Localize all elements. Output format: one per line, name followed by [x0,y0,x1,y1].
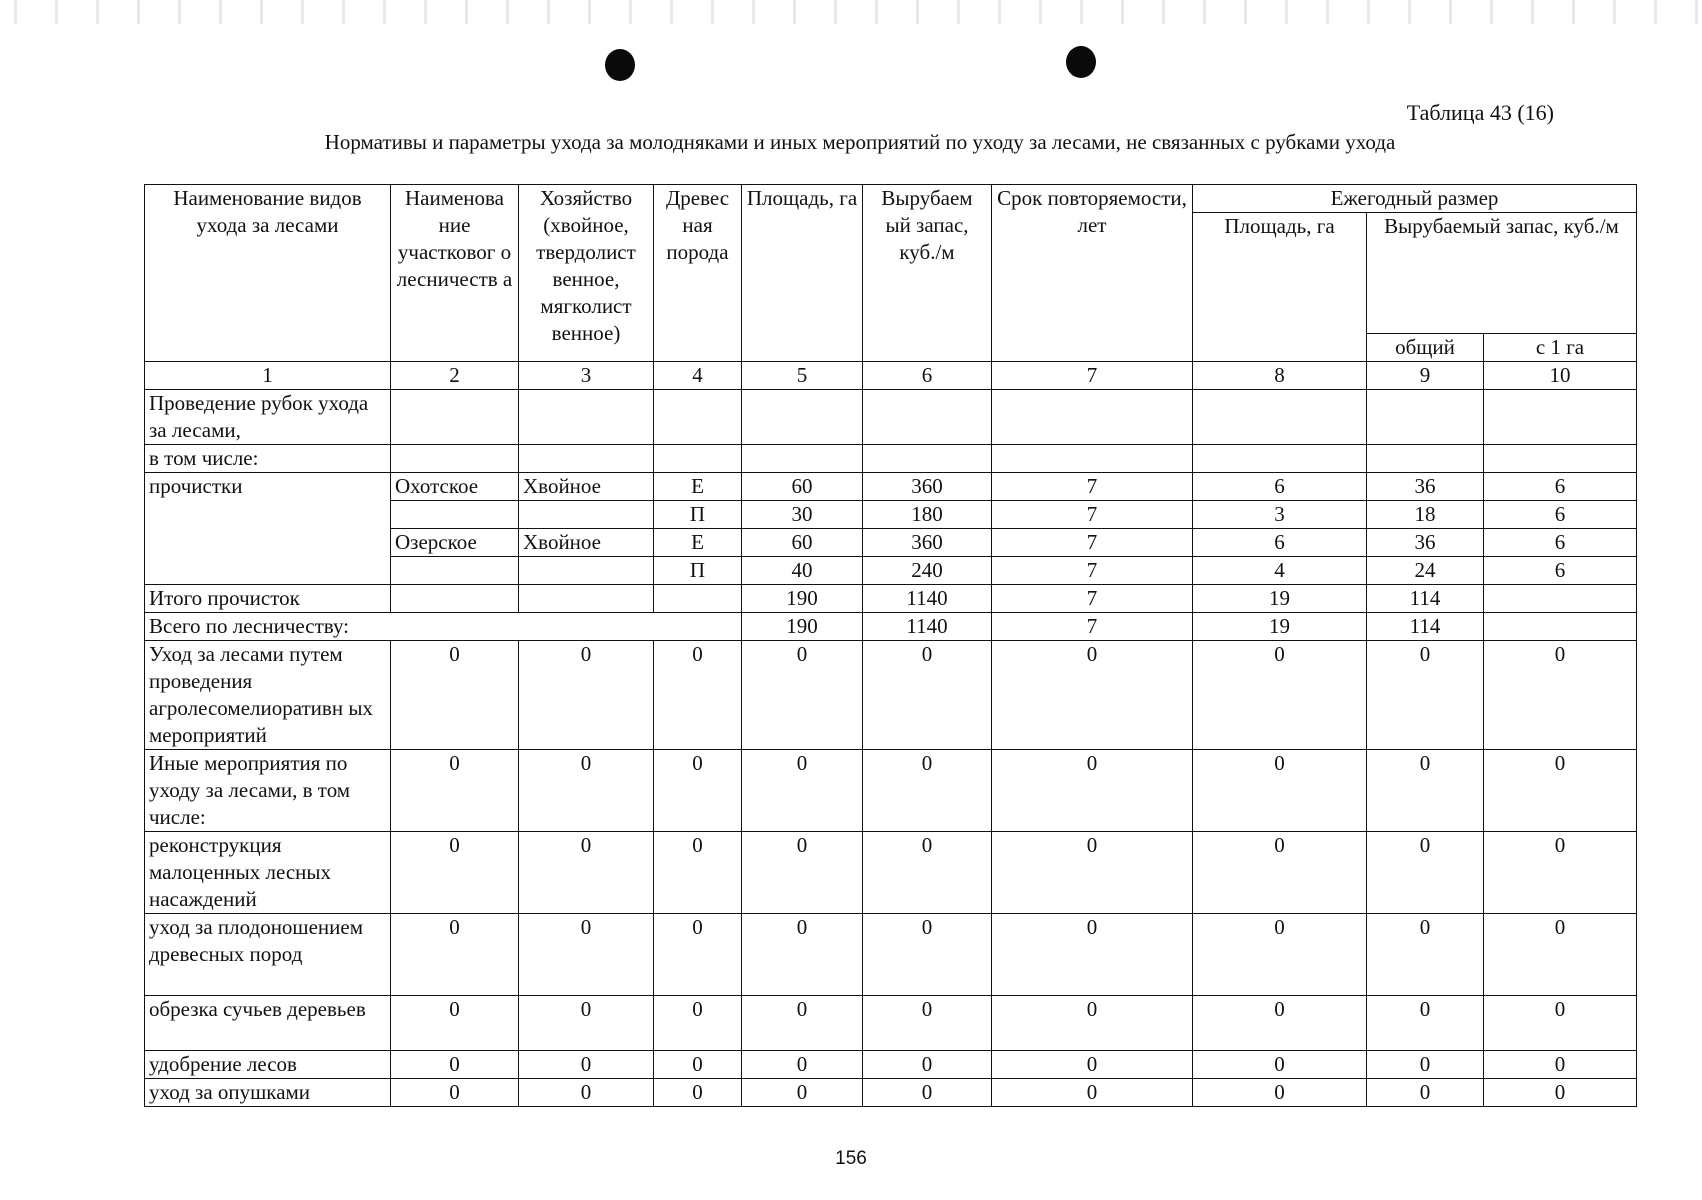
column-number: 7 [992,362,1193,390]
value-cell: 0 [1193,832,1367,914]
value-cell: 0 [391,750,519,832]
table-row [145,445,1637,473]
value-cell: 0 [863,832,992,914]
value-cell: 0 [863,1051,992,1079]
stock-cell: 240 [863,557,992,585]
value-cell: 0 [1193,996,1367,1051]
area-cell: 190 [742,613,863,641]
row-label: реконструкция малоценных лесных насаждений [145,832,391,914]
annual-per-ha-cell: 6 [1484,501,1637,529]
value-cell: 0 [654,750,742,832]
value-cell: 0 [742,641,863,750]
table-row [145,1079,1637,1107]
header-cell: Наименова ние участковог о лесничеств а [391,185,519,362]
annual-total-cell: 114 [1367,585,1484,613]
annual-total-cell: 18 [1367,501,1484,529]
period-cell: 7 [992,473,1193,501]
header-row [145,185,1637,213]
annual-total-cell: 36 [1367,529,1484,557]
value-cell: 0 [742,1079,863,1107]
value-cell: 0 [863,750,992,832]
value-cell: 0 [391,914,519,996]
header-cell: Хозяйство (хвойное, твердолист венное, мягколист венное) [519,185,654,362]
value-cell: 0 [1367,1051,1484,1079]
forest-care-table [144,184,1637,1107]
value-cell: 0 [742,996,863,1051]
value-cell: 0 [519,1051,654,1079]
value-cell: 0 [992,832,1193,914]
row-label: в том числе: [145,445,391,473]
value-cell: 0 [519,832,654,914]
header-cell: Вырубаем ый запас, куб./м [863,185,992,362]
value-cell: 0 [654,1079,742,1107]
value-cell: 0 [863,641,992,750]
species-cell: П [654,557,742,585]
annual-area-cell: 3 [1193,501,1367,529]
column-number: 4 [654,362,742,390]
value-cell: 0 [654,641,742,750]
value-cell: 0 [1484,1079,1637,1107]
value-cell: 0 [992,1051,1193,1079]
value-cell: 0 [863,996,992,1051]
table-row [145,613,1637,641]
value-cell: 0 [1367,832,1484,914]
value-cell: 0 [1484,914,1637,996]
header-cell: Ежегодный размер [1193,185,1637,213]
value-cell: 0 [391,832,519,914]
table-row [145,750,1637,832]
forestry-cell: Охотское [391,473,519,501]
table-row [145,473,1637,501]
period-cell: 7 [992,585,1193,613]
annual-per-ha-cell: 6 [1484,473,1637,501]
value-cell: 0 [391,1051,519,1079]
table-row [145,641,1637,750]
stock-cell: 1140 [863,585,992,613]
value-cell: 0 [391,996,519,1051]
header-cell: Площадь, га [742,185,863,362]
table-row [145,996,1637,1051]
value-cell: 0 [519,914,654,996]
period-cell: 7 [992,557,1193,585]
value-cell: 0 [654,832,742,914]
value-cell: 0 [1367,914,1484,996]
value-cell: 0 [742,914,863,996]
annual-total-cell: 114 [1367,613,1484,641]
punch-hole [1066,46,1096,78]
column-number: 6 [863,362,992,390]
table-row [145,832,1637,914]
annual-per-ha-cell: 6 [1484,557,1637,585]
value-cell: 0 [742,832,863,914]
period-cell: 7 [992,501,1193,529]
species-cell: Е [654,473,742,501]
row-label: Уход за лесами путем проведения агролесомелиоративн ых мероприятий [145,641,391,750]
row-label: уход за плодоношением древесных пород [145,914,391,996]
annual-total-cell: 36 [1367,473,1484,501]
annual-area-cell: 6 [1193,473,1367,501]
value-cell: 0 [1367,641,1484,750]
column-number: 3 [519,362,654,390]
farm-cell: Хвойное [519,529,654,557]
annual-area-cell: 19 [1193,585,1367,613]
species-cell: П [654,501,742,529]
column-number: 9 [1367,362,1484,390]
annual-area-cell: 6 [1193,529,1367,557]
value-cell: 0 [742,750,863,832]
annual-area-cell: 19 [1193,613,1367,641]
header-cell: общий [1367,334,1484,362]
page-number: 156 [835,1148,867,1169]
value-cell: 0 [863,1079,992,1107]
area-cell: 190 [742,585,863,613]
value-cell: 0 [654,1051,742,1079]
value-cell: 0 [1193,1079,1367,1107]
header-cell: Площадь, га [1193,213,1367,362]
value-cell: 0 [654,914,742,996]
value-cell: 0 [1193,641,1367,750]
value-cell: 0 [519,641,654,750]
value-cell: 0 [519,996,654,1051]
value-cell: 0 [1367,750,1484,832]
table-row [145,1051,1637,1079]
value-cell: 0 [992,914,1193,996]
column-number: 1 [145,362,391,390]
stock-cell: 180 [863,501,992,529]
value-cell: 0 [992,1079,1193,1107]
value-cell: 0 [519,1079,654,1107]
period-cell: 7 [992,613,1193,641]
row-label: Проведение рубок ухода за лесами, [145,390,391,445]
column-number: 10 [1484,362,1637,390]
value-cell: 0 [1193,1051,1367,1079]
area-cell: 60 [742,529,863,557]
annual-area-cell: 4 [1193,557,1367,585]
stock-cell: 360 [863,529,992,557]
value-cell: 0 [992,750,1193,832]
header-cell: Древес ная порода [654,185,742,362]
stock-cell: 360 [863,473,992,501]
table-row [145,914,1637,996]
species-cell: Е [654,529,742,557]
annual-total-cell: 24 [1367,557,1484,585]
value-cell: 0 [1193,750,1367,832]
area-cell: 30 [742,501,863,529]
header-cell: Срок повторяемости, лет [992,185,1193,362]
area-cell: 40 [742,557,863,585]
value-cell: 0 [1484,1051,1637,1079]
value-cell: 0 [742,1051,863,1079]
value-cell: 0 [1484,996,1637,1051]
value-cell: 0 [863,914,992,996]
annual-per-ha-cell: 6 [1484,529,1637,557]
row-label: Иные мероприятия по уходу за лесами, в том числе: [145,750,391,832]
forestry-cell: Озерское [391,529,519,557]
scan-noise [0,0,1702,24]
table-row [145,585,1637,613]
value-cell: 0 [391,641,519,750]
value-cell: 0 [1484,641,1637,750]
value-cell: 0 [1367,1079,1484,1107]
row-label: уход за опушками [145,1079,391,1107]
farm-cell: Хвойное [519,473,654,501]
value-cell: 0 [519,750,654,832]
column-number: 8 [1193,362,1367,390]
header-cell: Вырубаемый запас, куб./м [1367,213,1637,334]
row-label: Итого прочисток [145,585,391,613]
table-row [145,390,1637,445]
value-cell: 0 [1484,832,1637,914]
period-cell: 7 [992,529,1193,557]
stock-cell: 1140 [863,613,992,641]
row-label: удобрение лесов [145,1051,391,1079]
value-cell: 0 [654,996,742,1051]
punch-hole [605,49,635,81]
value-cell: 0 [1484,750,1637,832]
table-number: Таблица 43 (16) [1406,100,1554,125]
row-label: Всего по лесничеству: [145,613,742,641]
column-number-row [145,362,1637,390]
row-label: прочистки [145,473,391,585]
value-cell: 0 [992,996,1193,1051]
header-cell: с 1 га [1484,334,1637,362]
column-number: 2 [391,362,519,390]
column-number: 5 [742,362,863,390]
value-cell: 0 [391,1079,519,1107]
row-label: обрезка сучьев деревьев [145,996,391,1051]
value-cell: 0 [1193,914,1367,996]
value-cell: 0 [1367,996,1484,1051]
document-title: Нормативы и параметры ухода за молодняками и иных мероприятий по уходу за лесами, не связанных с рубками ухода [324,130,1396,154]
header-cell: Наименование видов ухода за лесами [145,185,391,362]
value-cell: 0 [992,641,1193,750]
area-cell: 60 [742,473,863,501]
